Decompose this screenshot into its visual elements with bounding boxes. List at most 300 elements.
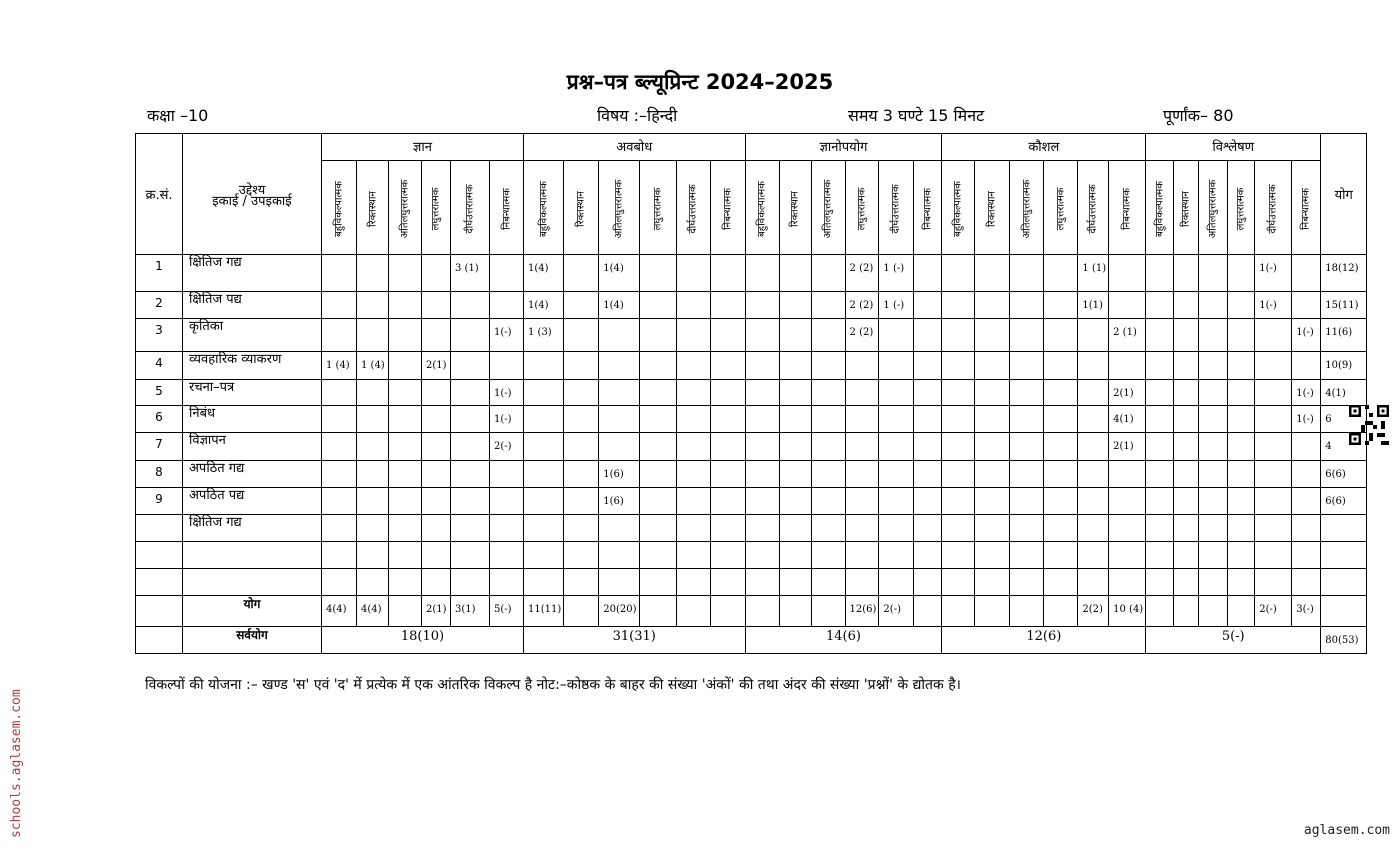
side-watermark: schools.aglasem.com [9,689,24,838]
data-cell [914,292,942,319]
data-cell [779,488,811,515]
data-cell [451,352,490,380]
data-cell [524,461,564,488]
data-cell [1146,569,1174,596]
data-cell [1044,255,1078,292]
yog-cell: 12(6) [845,596,879,627]
yog-cell [710,596,745,627]
data-cell: 2 (2) [845,255,879,292]
data-cell [811,461,845,488]
options-note: विकल्पों की योजना :– खण्ड 'स' एवं 'द' में प्रत्येक में एक आंतरिक विकल्प है नोट:–कोष्ठक के बाहर की संख्या 'अंकों' की तथा अंदर की संख्या 'प्रश्नों' के द्योतक है। [145,677,961,693]
yog-cell: 2(2) [1078,596,1109,627]
data-cell [1146,406,1174,433]
yog-cell [1228,596,1255,627]
data-cell [1078,433,1109,461]
data-cell [490,542,524,569]
data-cell [1044,292,1078,319]
data-cell [524,569,564,596]
data-cell [451,433,490,461]
sub-header-label: दीर्घउत्तरात्मक [1087,184,1099,234]
data-cell [422,406,451,433]
data-cell [564,380,599,406]
data-cell [811,406,845,433]
row-number: 2 [136,292,183,319]
data-cell [1228,292,1255,319]
data-cell [490,255,524,292]
data-cell [357,515,389,542]
data-cell [389,352,422,380]
data-cell [914,380,942,406]
data-cell [1010,433,1044,461]
data-cell [1255,488,1292,515]
data-cell [811,542,845,569]
data-cell [710,515,745,542]
data-cell: 2(1) [422,352,451,380]
data-cell [1174,406,1199,433]
subject-label: विषय :–हिन्दी [597,106,678,125]
data-cell [1174,380,1199,406]
data-cell [1010,515,1044,542]
data-cell [845,380,879,406]
data-cell [322,461,357,488]
data-cell [779,433,811,461]
sub-header-label: निबन्धात्मक [922,188,934,230]
data-cell: 4(1) [1109,406,1146,433]
data-cell [745,433,779,461]
sarvayog-group-4: 12(6) [942,627,1146,654]
data-cell [942,292,975,319]
data-cell [1146,352,1174,380]
data-cell: 1 (-) [879,255,914,292]
data-cell [422,433,451,461]
data-cell [422,569,451,596]
data-cell [422,461,451,488]
yog-cell: 4(4) [357,596,389,627]
data-cell [942,352,975,380]
data-cell [779,292,811,319]
data-cell [322,255,357,292]
data-cell [710,542,745,569]
data-cell [639,380,676,406]
data-cell [357,319,389,352]
data-cell: 2(1) [1109,433,1146,461]
data-cell [564,406,599,433]
topic-cell: विज्ञापन [183,433,322,461]
data-cell [745,406,779,433]
data-cell [1010,380,1044,406]
objective-header [183,134,322,255]
sub-header [1292,161,1321,255]
sub-header-label: लघुत्तरात्मक [652,187,664,231]
data-cell [745,319,779,352]
data-cell [975,461,1010,488]
data-cell: 1(6) [599,461,639,488]
data-cell [1228,352,1255,380]
data-cell [779,542,811,569]
data-cell [942,406,975,433]
data-cell [1044,542,1078,569]
data-cell [779,461,811,488]
sub-header [975,161,1010,255]
data-cell [1078,319,1109,352]
row-number [136,542,183,569]
data-cell [845,542,879,569]
data-cell [1146,255,1174,292]
sub-header-label: लघुत्तरात्मक [1055,187,1067,231]
sub-header-label: लघुत्तरात्मक [1235,187,1247,231]
objective-label: उद्देश्य [238,182,266,198]
data-cell [1078,461,1109,488]
yog-cell [676,596,710,627]
data-cell [975,255,1010,292]
row-total: 18(12) [1321,255,1367,292]
table-row [136,406,1367,433]
data-cell [845,569,879,596]
data-cell [1078,406,1109,433]
sub-header [357,161,389,255]
data-cell [389,319,422,352]
data-cell [676,255,710,292]
data-cell [451,292,490,319]
row-number [136,515,183,542]
row-number [136,569,183,596]
data-cell [357,569,389,596]
sub-header-label: निबन्धात्मक [1121,188,1133,230]
data-cell: 1(4) [524,255,564,292]
yog-cell [1174,596,1199,627]
data-cell [1109,488,1146,515]
data-cell [599,515,639,542]
data-cell [1078,542,1109,569]
data-cell [942,255,975,292]
data-cell [564,319,599,352]
data-cell [1174,542,1199,569]
data-cell [490,292,524,319]
data-cell [1228,569,1255,596]
data-cell [322,433,357,461]
yog-cell [975,596,1010,627]
data-cell [779,319,811,352]
data-cell [676,515,710,542]
data-cell [1109,542,1146,569]
data-cell [745,488,779,515]
yog-cell: 2(-) [1255,596,1292,627]
data-cell [389,515,422,542]
sub-header [1174,161,1199,255]
data-cell: 1 (1) [1078,255,1109,292]
sarvayog-group-5: 5(-) [1146,627,1321,654]
data-cell [524,352,564,380]
data-cell [1199,352,1228,380]
row-number: 5 [136,380,183,406]
sarvayog-group-2: 31(31) [524,627,746,654]
sub-header [1044,161,1078,255]
data-cell [942,488,975,515]
data-cell [1010,255,1044,292]
data-cell [322,319,357,352]
sub-header [490,161,524,255]
table-row [136,319,1367,352]
data-cell [942,515,975,542]
row-number: 8 [136,461,183,488]
sarvayog-total: 80(53) [1321,627,1367,654]
data-cell: 2 (2) [845,319,879,352]
data-cell [1010,569,1044,596]
data-cell: 1(1) [1078,292,1109,319]
data-cell [676,292,710,319]
yog-cell: 5(-) [490,596,524,627]
topic-cell: क्षितिज गद्य [183,255,322,292]
data-cell [1228,515,1255,542]
sub-header [942,161,975,255]
data-cell [599,569,639,596]
data-cell [879,488,914,515]
data-cell [1146,515,1174,542]
table-row [136,433,1367,461]
data-cell: 2 (1) [1109,319,1146,352]
data-cell [1010,542,1044,569]
data-cell [942,569,975,596]
data-cell [1199,433,1228,461]
data-cell [389,461,422,488]
row-total: 10(9) [1321,352,1367,380]
data-cell [357,461,389,488]
data-cell [599,380,639,406]
data-cell [1199,255,1228,292]
data-cell [322,515,357,542]
sub-header-label: अतिलघुत्तरात्मक [399,179,411,239]
sub-header-label: अतिलघुत्तरात्मक [822,179,834,239]
data-cell [942,319,975,352]
sub-header-label: रिक्तस्थान [575,191,587,227]
row-total [1321,569,1367,596]
data-cell [811,255,845,292]
data-cell [524,406,564,433]
data-cell [1228,461,1255,488]
topic-cell: अपठित पद्य [183,488,322,515]
sub-header-label: निबन्धात्मक [1300,188,1312,230]
data-cell [599,406,639,433]
data-cell [1010,319,1044,352]
data-cell [710,255,745,292]
data-cell [1146,488,1174,515]
data-cell [676,319,710,352]
data-cell [564,515,599,542]
blueprint-table [135,133,1367,654]
data-cell [389,255,422,292]
data-cell [1255,461,1292,488]
data-cell [975,488,1010,515]
data-cell [564,352,599,380]
data-cell [676,542,710,569]
data-cell [745,542,779,569]
data-cell: 1(-) [1292,319,1321,352]
data-cell [1228,406,1255,433]
data-cell [1109,515,1146,542]
table-row [136,515,1367,542]
data-cell [710,352,745,380]
data-cell [1146,292,1174,319]
data-cell [811,292,845,319]
sub-header-label: रिक्तस्थान [789,191,801,227]
data-cell [564,292,599,319]
sub-header-label: दीर्घउत्तरात्मक [890,184,902,234]
data-cell [676,569,710,596]
sarvayog-group-1: 18(10) [322,627,524,654]
data-cell [451,380,490,406]
data-cell [1109,292,1146,319]
group-header-5: विश्लेषण [1146,134,1321,161]
data-cell [1228,319,1255,352]
data-cell [639,406,676,433]
data-cell [1228,488,1255,515]
qr-code-icon [1349,405,1389,445]
data-cell [942,380,975,406]
data-cell [451,569,490,596]
yog-cell: 3(1) [451,596,490,627]
data-cell [1146,461,1174,488]
data-cell [779,569,811,596]
topic-cell: अपठित गद्य [183,461,322,488]
data-cell [490,461,524,488]
data-cell [1199,406,1228,433]
data-cell [1146,542,1174,569]
data-cell [914,319,942,352]
table-row [136,380,1367,406]
data-cell [975,433,1010,461]
table-row [136,292,1367,319]
data-cell: 1(-) [490,406,524,433]
data-cell [1146,380,1174,406]
data-cell [1044,488,1078,515]
data-cell [845,352,879,380]
data-cell [389,433,422,461]
data-cell [1199,542,1228,569]
yog-cell [745,596,779,627]
yog-cell [564,596,599,627]
data-cell [1109,461,1146,488]
data-cell [422,319,451,352]
data-cell [676,352,710,380]
sub-header-label: लघुत्तरात्मक [856,187,868,231]
data-cell [745,352,779,380]
sub-header [1078,161,1109,255]
row-number: 9 [136,488,183,515]
data-cell [879,433,914,461]
data-cell [1199,515,1228,542]
data-cell [676,380,710,406]
yog-cell [1146,596,1174,627]
data-cell [1228,542,1255,569]
data-cell: 2 (2) [845,292,879,319]
row-total: 4 [1321,433,1367,461]
data-cell [1292,461,1321,488]
data-cell [745,292,779,319]
sub-header [845,161,879,255]
data-cell [1255,515,1292,542]
data-cell [811,515,845,542]
data-cell [322,380,357,406]
topic-cell: व्यवहारिक व्याकरण [183,352,322,380]
data-cell [1174,352,1199,380]
data-cell [845,433,879,461]
sub-header [599,161,639,255]
row-total [1321,542,1367,569]
data-cell [1174,255,1199,292]
table-row [136,569,1367,596]
data-cell [1044,319,1078,352]
data-cell [1255,352,1292,380]
data-cell [1174,488,1199,515]
sub-header-label: बहुविकल्पात्मक [1154,181,1166,237]
yog-cell: 3(-) [1292,596,1321,627]
yog-cell: 20(20) [599,596,639,627]
row-total: 6(6) [1321,461,1367,488]
yog-cell [389,596,422,627]
data-cell [710,380,745,406]
footer-watermark: aglasem.com [1303,823,1390,838]
data-cell [1010,461,1044,488]
data-cell [779,380,811,406]
sub-header-label: बहुविकल्पात्मक [952,181,964,237]
data-cell [745,461,779,488]
data-cell [564,569,599,596]
yog-cell [942,596,975,627]
data-cell [422,292,451,319]
data-cell: 1(-) [1292,380,1321,406]
class-label: कक्षा –10 [147,106,209,125]
data-cell [422,380,451,406]
data-cell [1228,433,1255,461]
sub-header [564,161,599,255]
group-header-4: कौशल [942,134,1146,161]
sub-header [389,161,422,255]
data-cell [1174,319,1199,352]
data-cell [490,569,524,596]
yog-cell [1010,596,1044,627]
data-cell [451,488,490,515]
data-cell [1199,380,1228,406]
table-row [136,255,1367,292]
data-cell [451,461,490,488]
sub-header [1010,161,1044,255]
data-cell [564,461,599,488]
data-cell [1292,433,1321,461]
data-cell [879,352,914,380]
data-cell [1292,542,1321,569]
data-cell [1146,319,1174,352]
sub-header [676,161,710,255]
row-total: 4(1) [1321,380,1367,406]
data-cell [745,380,779,406]
topic-cell: निबंध [183,406,322,433]
data-cell [975,319,1010,352]
data-cell [811,433,845,461]
yog-cell: 11(11) [524,596,564,627]
data-cell [451,406,490,433]
data-cell [975,292,1010,319]
data-cell [811,352,845,380]
data-cell: 1(6) [599,488,639,515]
yog-cell: 4(4) [322,596,357,627]
data-cell [599,319,639,352]
data-cell [357,380,389,406]
data-cell [389,406,422,433]
sarvayog-row [136,627,1367,654]
data-cell [779,406,811,433]
data-cell [1174,461,1199,488]
data-cell [1174,433,1199,461]
